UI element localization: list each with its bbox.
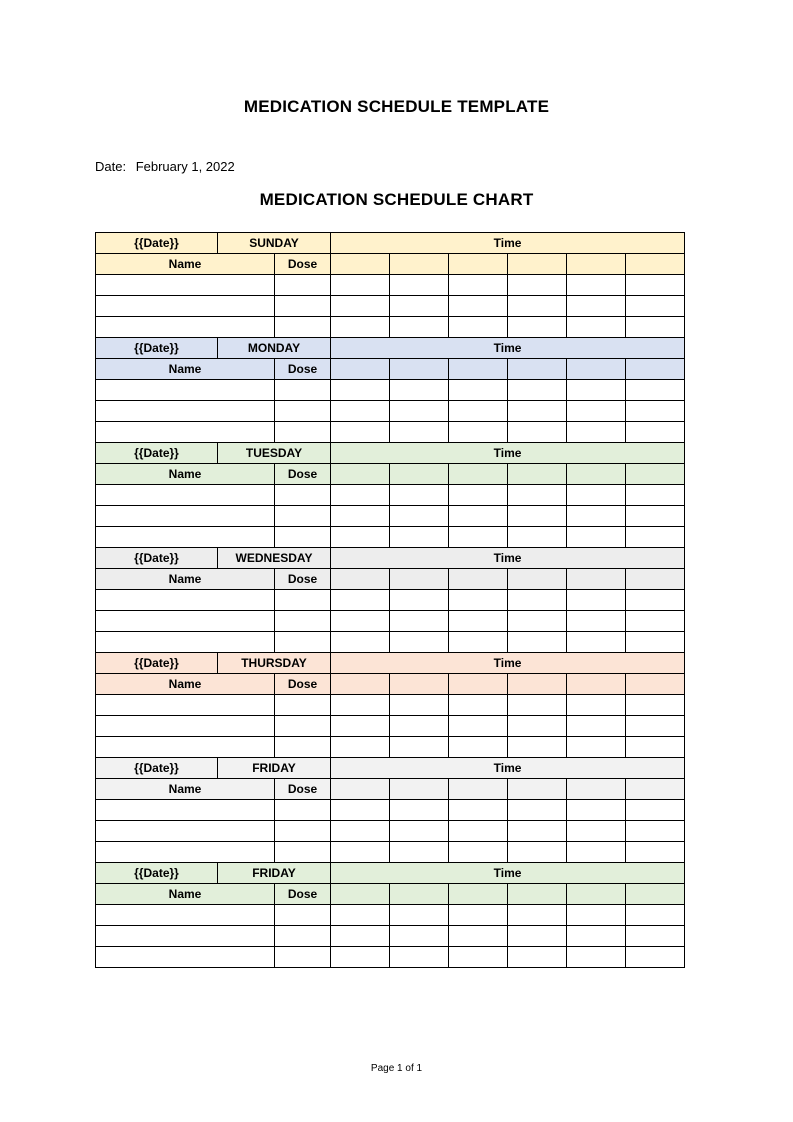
column-header-row [96, 674, 685, 695]
time-slot-cell[interactable] [331, 527, 390, 548]
date-line [95, 159, 235, 174]
time-slot-cell[interactable] [331, 800, 390, 821]
time-slot-cell[interactable] [331, 842, 390, 863]
time-slot-cell[interactable] [508, 317, 567, 338]
medication-entry-row [96, 821, 685, 842]
time-slot-cell[interactable] [449, 632, 508, 653]
name-header-cell: Name [96, 359, 275, 380]
time-slot-cell[interactable] [626, 380, 685, 401]
time-slot-header-cell [567, 464, 626, 485]
medication-dose-cell[interactable] [275, 926, 331, 947]
time-slot-cell[interactable] [449, 527, 508, 548]
day-name-cell: FRIDAY [218, 758, 331, 779]
time-slot-cell[interactable] [449, 317, 508, 338]
time-slot-header-cell [567, 359, 626, 380]
time-slot-cell[interactable] [390, 632, 449, 653]
name-header-cell: Name [96, 779, 275, 800]
medication-entry-row [96, 485, 685, 506]
dose-header-cell: Dose [275, 674, 331, 695]
day-header-row [96, 863, 685, 884]
time-slot-cell[interactable] [331, 905, 390, 926]
time-slot-cell[interactable] [567, 380, 626, 401]
time-slot-cell[interactable] [331, 401, 390, 422]
time-slot-cell[interactable] [449, 401, 508, 422]
time-slot-header-cell [331, 884, 390, 905]
time-slot-cell[interactable] [567, 422, 626, 443]
time-slot-cell[interactable] [626, 275, 685, 296]
time-slot-cell[interactable] [508, 527, 567, 548]
time-slot-cell[interactable] [508, 926, 567, 947]
time-slot-cell[interactable] [626, 821, 685, 842]
medication-dose-cell[interactable] [275, 485, 331, 506]
time-slot-cell[interactable] [390, 590, 449, 611]
time-slot-cell[interactable] [626, 506, 685, 527]
day-header-row [96, 443, 685, 464]
time-slot-header-cell [567, 674, 626, 695]
time-slot-header-cell [626, 674, 685, 695]
time-slot-cell[interactable] [449, 590, 508, 611]
time-slot-cell[interactable] [626, 695, 685, 716]
date-placeholder-cell: {{Date}} [96, 653, 218, 674]
time-slot-header-cell [626, 359, 685, 380]
time-slot-cell[interactable] [449, 842, 508, 863]
time-slot-header-cell [331, 674, 390, 695]
medication-dose-cell[interactable] [275, 716, 331, 737]
time-header-cell: Time [331, 338, 685, 359]
medication-name-cell[interactable] [96, 737, 275, 758]
time-slot-cell[interactable] [331, 506, 390, 527]
time-slot-cell[interactable] [626, 422, 685, 443]
time-slot-header-cell [626, 884, 685, 905]
page-footer: Page 1 of 1 [370, 1063, 423, 1074]
medication-entry-row [96, 296, 685, 317]
time-slot-header-cell [449, 569, 508, 590]
time-header-cell: Time [331, 653, 685, 674]
name-header-cell: Name [96, 464, 275, 485]
time-slot-cell[interactable] [390, 296, 449, 317]
time-slot-cell[interactable] [331, 737, 390, 758]
time-slot-cell[interactable] [626, 800, 685, 821]
time-slot-header-cell [567, 884, 626, 905]
medication-name-cell[interactable] [96, 275, 275, 296]
schedule-body [96, 233, 685, 968]
medication-dose-cell[interactable] [275, 821, 331, 842]
time-slot-cell[interactable] [567, 611, 626, 632]
time-slot-cell[interactable] [449, 947, 508, 968]
medication-entry-row [96, 695, 685, 716]
medication-entry-row [96, 317, 685, 338]
time-slot-cell[interactable] [390, 737, 449, 758]
date-placeholder-cell: {{Date}} [96, 233, 218, 254]
time-slot-cell[interactable] [508, 632, 567, 653]
medication-dose-cell[interactable] [275, 695, 331, 716]
time-slot-cell[interactable] [331, 695, 390, 716]
day-header-row [96, 338, 685, 359]
time-slot-cell[interactable] [567, 737, 626, 758]
time-slot-cell[interactable] [449, 506, 508, 527]
time-slot-cell[interactable] [508, 695, 567, 716]
dose-header-cell: Dose [275, 464, 331, 485]
medication-entry-row [96, 926, 685, 947]
time-slot-header-cell [390, 254, 449, 275]
medication-entry-row [96, 611, 685, 632]
time-slot-cell[interactable] [390, 380, 449, 401]
time-slot-cell[interactable] [390, 527, 449, 548]
time-slot-cell[interactable] [331, 380, 390, 401]
time-slot-header-cell [626, 779, 685, 800]
time-slot-header-cell [449, 779, 508, 800]
time-slot-cell[interactable] [508, 821, 567, 842]
time-slot-cell[interactable] [449, 296, 508, 317]
time-slot-cell[interactable] [626, 926, 685, 947]
time-slot-header-cell [331, 569, 390, 590]
medication-name-cell[interactable] [96, 485, 275, 506]
time-slot-cell[interactable] [390, 422, 449, 443]
time-slot-cell[interactable] [626, 716, 685, 737]
time-slot-header-cell [449, 464, 508, 485]
document-title: MEDICATION SCHEDULE TEMPLATE [243, 97, 550, 116]
day-name-cell: FRIDAY [218, 863, 331, 884]
time-slot-cell[interactable] [626, 632, 685, 653]
time-slot-cell[interactable] [567, 695, 626, 716]
time-slot-header-cell [567, 779, 626, 800]
time-slot-header-cell [331, 254, 390, 275]
time-slot-cell[interactable] [449, 275, 508, 296]
medication-dose-cell[interactable] [275, 632, 331, 653]
time-slot-cell[interactable] [626, 527, 685, 548]
medication-name-cell[interactable] [96, 611, 275, 632]
time-slot-cell[interactable] [331, 947, 390, 968]
time-slot-cell[interactable] [508, 422, 567, 443]
time-slot-cell[interactable] [331, 926, 390, 947]
medication-entry-row [96, 275, 685, 296]
time-slot-cell[interactable] [567, 905, 626, 926]
time-slot-cell[interactable] [331, 422, 390, 443]
time-slot-cell[interactable] [626, 317, 685, 338]
medication-schedule-table [95, 232, 685, 968]
medication-name-cell[interactable] [96, 821, 275, 842]
time-slot-cell[interactable] [449, 905, 508, 926]
time-slot-cell[interactable] [449, 380, 508, 401]
time-header-cell: Time [331, 548, 685, 569]
time-slot-header-cell [449, 254, 508, 275]
medication-entry-row [96, 632, 685, 653]
time-slot-cell[interactable] [567, 506, 626, 527]
time-slot-cell[interactable] [390, 842, 449, 863]
time-slot-cell[interactable] [626, 947, 685, 968]
medication-name-cell[interactable] [96, 905, 275, 926]
medication-name-cell[interactable] [96, 695, 275, 716]
time-slot-cell[interactable] [567, 317, 626, 338]
time-slot-header-cell [390, 779, 449, 800]
time-slot-cell[interactable] [331, 611, 390, 632]
time-slot-cell[interactable] [508, 716, 567, 737]
time-slot-cell[interactable] [331, 275, 390, 296]
medication-dose-cell[interactable] [275, 527, 331, 548]
time-slot-header-cell [508, 359, 567, 380]
date-placeholder-cell: {{Date}} [96, 863, 218, 884]
medication-name-cell[interactable] [96, 590, 275, 611]
date-label: Date: [95, 159, 127, 174]
dose-header-cell: Dose [275, 254, 331, 275]
time-slot-cell[interactable] [508, 380, 567, 401]
medication-dose-cell[interactable] [275, 380, 331, 401]
medication-entry-row [96, 716, 685, 737]
time-slot-header-cell [626, 254, 685, 275]
time-slot-cell[interactable] [508, 947, 567, 968]
time-slot-cell[interactable] [567, 275, 626, 296]
dose-header-cell: Dose [275, 359, 331, 380]
time-slot-cell[interactable] [508, 401, 567, 422]
time-slot-cell[interactable] [567, 296, 626, 317]
medication-entry-row [96, 590, 685, 611]
medication-name-cell[interactable] [96, 632, 275, 653]
time-header-cell: Time [331, 758, 685, 779]
time-slot-cell[interactable] [567, 401, 626, 422]
time-header-cell: Time [331, 863, 685, 884]
medication-name-cell[interactable] [96, 800, 275, 821]
time-slot-cell[interactable] [331, 485, 390, 506]
time-slot-header-cell [331, 464, 390, 485]
time-slot-cell[interactable] [449, 485, 508, 506]
time-slot-header-cell [390, 359, 449, 380]
time-slot-cell[interactable] [390, 695, 449, 716]
time-slot-header-cell [626, 569, 685, 590]
time-slot-cell[interactable] [331, 632, 390, 653]
medication-name-cell[interactable] [96, 317, 275, 338]
medication-dose-cell[interactable] [275, 842, 331, 863]
dose-header-cell: Dose [275, 884, 331, 905]
medication-entry-row [96, 401, 685, 422]
medication-entry-row [96, 527, 685, 548]
medication-dose-cell[interactable] [275, 590, 331, 611]
medication-name-cell[interactable] [96, 401, 275, 422]
time-slot-cell[interactable] [567, 590, 626, 611]
medication-name-cell[interactable] [96, 527, 275, 548]
time-slot-cell[interactable] [449, 926, 508, 947]
day-name-cell: TUESDAY [218, 443, 331, 464]
time-slot-cell[interactable] [390, 275, 449, 296]
time-slot-cell[interactable] [508, 842, 567, 863]
name-header-cell: Name [96, 254, 275, 275]
time-slot-cell[interactable] [567, 842, 626, 863]
time-slot-cell[interactable] [331, 590, 390, 611]
time-slot-header-cell [390, 569, 449, 590]
time-slot-cell[interactable] [626, 905, 685, 926]
time-slot-header-cell [390, 884, 449, 905]
day-name-cell: SUNDAY [218, 233, 331, 254]
column-header-row [96, 779, 685, 800]
time-slot-cell[interactable] [390, 821, 449, 842]
medication-entry-row [96, 422, 685, 443]
medication-entry-row [96, 947, 685, 968]
time-slot-cell[interactable] [508, 590, 567, 611]
name-header-cell: Name [96, 884, 275, 905]
time-slot-cell[interactable] [390, 926, 449, 947]
date-placeholder-cell: {{Date}} [96, 548, 218, 569]
medication-dose-cell[interactable] [275, 275, 331, 296]
time-slot-cell[interactable] [449, 800, 508, 821]
medication-entry-row [96, 905, 685, 926]
time-slot-header-cell [508, 884, 567, 905]
time-slot-cell[interactable] [331, 716, 390, 737]
medication-entry-row [96, 380, 685, 401]
time-slot-cell[interactable] [626, 485, 685, 506]
medication-entry-row [96, 842, 685, 863]
time-slot-cell[interactable] [567, 716, 626, 737]
time-slot-header-cell [626, 464, 685, 485]
time-slot-header-cell [567, 254, 626, 275]
time-slot-cell[interactable] [508, 737, 567, 758]
medication-name-cell[interactable] [96, 422, 275, 443]
time-slot-cell[interactable] [390, 947, 449, 968]
medication-dose-cell[interactable] [275, 800, 331, 821]
time-slot-cell[interactable] [390, 401, 449, 422]
medication-name-cell[interactable] [96, 380, 275, 401]
time-slot-cell[interactable] [390, 716, 449, 737]
medication-name-cell[interactable] [96, 296, 275, 317]
time-slot-cell[interactable] [626, 401, 685, 422]
time-slot-header-cell [508, 254, 567, 275]
time-slot-cell[interactable] [567, 632, 626, 653]
medication-name-cell[interactable] [96, 947, 275, 968]
day-name-cell: WEDNESDAY [218, 548, 331, 569]
medication-name-cell[interactable] [96, 716, 275, 737]
time-slot-cell[interactable] [567, 485, 626, 506]
time-slot-cell[interactable] [449, 737, 508, 758]
time-slot-cell[interactable] [508, 800, 567, 821]
column-header-row [96, 464, 685, 485]
dose-header-cell: Dose [275, 779, 331, 800]
time-slot-cell[interactable] [449, 716, 508, 737]
time-header-cell: Time [331, 443, 685, 464]
medication-name-cell[interactable] [96, 506, 275, 527]
medication-dose-cell[interactable] [275, 905, 331, 926]
medication-entry-row [96, 800, 685, 821]
time-slot-cell[interactable] [390, 611, 449, 632]
medication-entry-row [96, 737, 685, 758]
medication-dose-cell[interactable] [275, 737, 331, 758]
chart-title: MEDICATION SCHEDULE CHART [259, 190, 534, 209]
medication-dose-cell[interactable] [275, 422, 331, 443]
time-slot-cell[interactable] [390, 485, 449, 506]
day-header-row [96, 758, 685, 779]
time-slot-cell[interactable] [449, 821, 508, 842]
column-header-row [96, 254, 685, 275]
time-slot-cell[interactable] [331, 821, 390, 842]
date-value: February 1, 2022 [135, 159, 235, 174]
time-slot-cell[interactable] [390, 506, 449, 527]
time-slot-cell[interactable] [567, 926, 626, 947]
dose-header-cell: Dose [275, 569, 331, 590]
time-slot-cell[interactable] [567, 527, 626, 548]
date-placeholder-cell: {{Date}} [96, 338, 218, 359]
time-slot-cell[interactable] [567, 947, 626, 968]
time-slot-cell[interactable] [390, 800, 449, 821]
day-name-cell: THURSDAY [218, 653, 331, 674]
time-slot-header-cell [449, 884, 508, 905]
time-slot-cell[interactable] [508, 485, 567, 506]
time-slot-header-cell [508, 569, 567, 590]
time-slot-cell[interactable] [331, 296, 390, 317]
time-slot-header-cell [331, 779, 390, 800]
day-header-row [96, 233, 685, 254]
time-slot-cell[interactable] [449, 422, 508, 443]
column-header-row [96, 359, 685, 380]
time-slot-cell[interactable] [508, 275, 567, 296]
time-slot-cell[interactable] [508, 611, 567, 632]
medication-dose-cell[interactable] [275, 401, 331, 422]
time-slot-header-cell [567, 569, 626, 590]
time-slot-cell[interactable] [626, 590, 685, 611]
day-header-row [96, 653, 685, 674]
time-slot-cell[interactable] [567, 800, 626, 821]
time-slot-header-cell [508, 674, 567, 695]
time-slot-header-cell [449, 674, 508, 695]
date-placeholder-cell: {{Date}} [96, 443, 218, 464]
time-slot-cell[interactable] [508, 506, 567, 527]
time-slot-header-cell [449, 359, 508, 380]
time-slot-cell[interactable] [390, 317, 449, 338]
time-slot-header-cell [331, 359, 390, 380]
time-slot-cell[interactable] [626, 296, 685, 317]
time-slot-cell[interactable] [449, 611, 508, 632]
name-header-cell: Name [96, 569, 275, 590]
day-header-row [96, 548, 685, 569]
time-slot-header-cell [390, 674, 449, 695]
medication-entry-row [96, 506, 685, 527]
time-slot-cell[interactable] [626, 842, 685, 863]
column-header-row [96, 884, 685, 905]
column-header-row [96, 569, 685, 590]
medication-dose-cell[interactable] [275, 506, 331, 527]
time-slot-cell[interactable] [508, 905, 567, 926]
medication-name-cell[interactable] [96, 926, 275, 947]
time-slot-header-cell [508, 464, 567, 485]
medication-name-cell[interactable] [96, 842, 275, 863]
time-slot-cell[interactable] [626, 611, 685, 632]
time-slot-cell[interactable] [331, 317, 390, 338]
time-slot-cell[interactable] [626, 737, 685, 758]
time-slot-header-cell [508, 779, 567, 800]
time-slot-cell[interactable] [390, 905, 449, 926]
time-slot-header-cell [390, 464, 449, 485]
medication-dose-cell[interactable] [275, 947, 331, 968]
time-header-cell: Time [331, 233, 685, 254]
medication-dose-cell[interactable] [275, 611, 331, 632]
time-slot-cell[interactable] [567, 821, 626, 842]
time-slot-cell[interactable] [508, 296, 567, 317]
medication-dose-cell[interactable] [275, 296, 331, 317]
name-header-cell: Name [96, 674, 275, 695]
date-placeholder-cell: {{Date}} [96, 758, 218, 779]
day-name-cell: MONDAY [218, 338, 331, 359]
time-slot-cell[interactable] [449, 695, 508, 716]
medication-dose-cell[interactable] [275, 317, 331, 338]
